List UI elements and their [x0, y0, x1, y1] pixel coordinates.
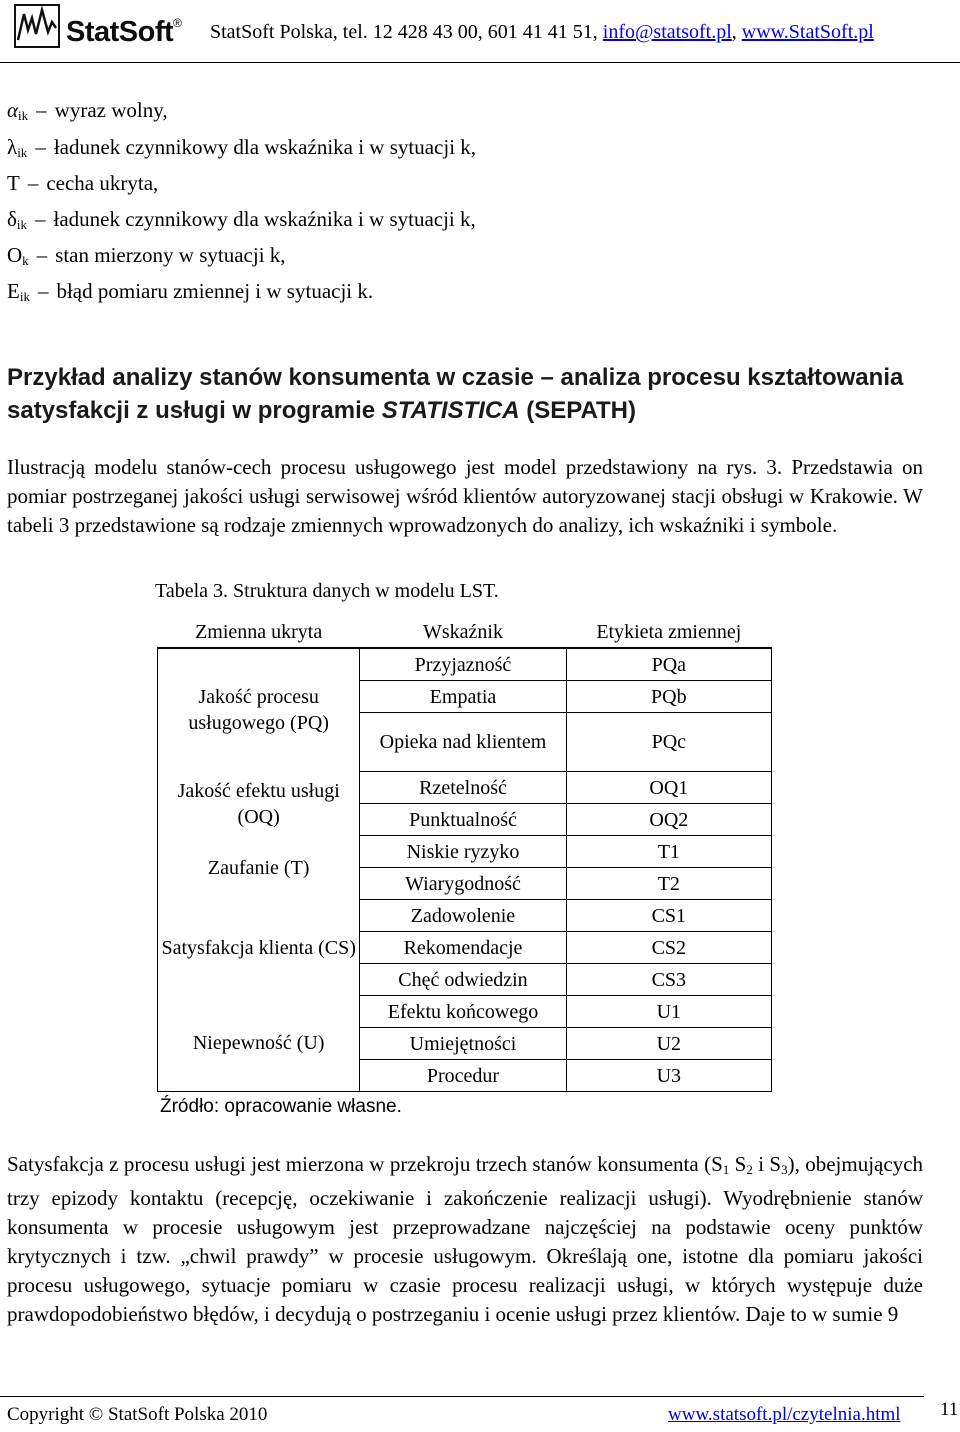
legend-line: $E_{ik}$ – błąd pomiaru zmiennej i w sytuacji k. — [7, 279, 374, 304]
table-caption: Tabela 3. Struktura danych w modelu LST. — [155, 580, 499, 602]
legend-line: $\delta_{ik}$ – ładunek czynnikowy dla wskaźnika i w sytuacji k, — [7, 207, 476, 232]
header-contact: StatSoft Polska, tel. 12 428 43 00, 601 41 41 51, info@statsoft.pl, www.StatSoft.pl — [210, 21, 874, 43]
indicator-cell: Przyjazność — [360, 648, 566, 681]
footer-link[interactable]: www.statsoft.pl/czytelnia.html — [668, 1404, 901, 1425]
indicator-cell: Umiejętności — [360, 1028, 566, 1060]
paragraph-satisfaction: Satysfakcja z procesu usługi jest mierzona w przekroju trzech stanów konsumenta ($S_1$ $S_2$ i $S_3$), obejmujących trzy epizody kontaktu (recepcję, oczekiwanie i zakończenie realizacji usługi). Wyodrębnienie stanów konsumenta w procesie usługowym jest przeprowadzane najczęściej na podstawie oceny punktów krytycznych i tzw. „chwil prawdy” w procesie usługowym. Określają one, istotne dla pomiaru jakości procesu usługowego, sytuacje pomiaru w czasie procesu realizacji usługi, w których występuje duże prawdopodobieństwo błędów, i decydują o postrzeganiu i ocenie usługi przez klientów. Daje to w sumie 9 — [7, 1152, 924, 1326]
data-structure-table — [157, 616, 772, 1092]
table-row — [158, 772, 772, 804]
indicator-cell: Efektu końcowego — [360, 996, 566, 1028]
label-cell: OQ1 — [566, 772, 771, 804]
label-cell: T1 — [566, 836, 771, 868]
section-heading: Przykład analizy stanów konsumenta w czasie – analiza procesu kształtowania satysfakcji z usługi w programie STATISTICA (SEPATH) — [7, 364, 904, 424]
legend-line: $\alpha_{ik}$ – wyraz wolny, — [7, 98, 168, 123]
latent-cell: Jakość efektu usługi (OQ) — [158, 772, 360, 836]
legend-line: $\lambda_{ik}$ – ładunek czynnikowy dla wskaźnika i w sytuacji k, — [7, 135, 477, 160]
indicator-cell: Empatia — [360, 681, 566, 713]
label-cell: OQ2 — [566, 804, 771, 836]
latent-cell: Jakość procesu usługowego (PQ) — [158, 648, 360, 772]
paragraph-intro: Ilustracją modelu stanów-cech procesu usługowego jest model przedstawiony na rys. 3. Przedstawia on pomiar postrzeganej jakości usługi serwisowej wśród klientów autoryzowanej stacji obsługi w Krakowie. W tabeli 3 przedstawione są rodzaje zmiennych wprowadzonych do analizy, ich wskaźniki i symbole. — [7, 455, 923, 537]
label-cell: U2 — [566, 1028, 771, 1060]
label-cell: CS1 — [566, 900, 771, 932]
statsoft-logo — [14, 4, 194, 54]
latent-cell: Satysfakcja klienta (CS) — [158, 900, 360, 996]
header-indicator: Wskaźnik — [360, 616, 566, 648]
table-row — [158, 900, 772, 932]
logo-chart-icon — [14, 4, 62, 50]
indicator-cell: Wiarygodność — [360, 868, 566, 900]
indicator-cell: Rekomendacje — [360, 932, 566, 964]
footer-copyright: Copyright © StatSoft Polska 2010 — [7, 1404, 268, 1425]
latent-cell: Niepewność (U) — [158, 996, 360, 1092]
indicator-cell: Chęć odwiedzin — [360, 964, 566, 996]
logo-wordmark: StatSoft® — [66, 16, 182, 48]
label-cell: CS3 — [566, 964, 771, 996]
label-cell: PQb — [566, 681, 771, 713]
footer-divider — [0, 1396, 924, 1397]
indicator-cell: Punktualność — [360, 804, 566, 836]
legend-line: T – cecha ukryta, — [7, 171, 159, 195]
indicator-cell: Opieka nad klientem — [360, 713, 566, 772]
indicator-cell: Niskie ryzyko — [360, 836, 566, 868]
table-row — [158, 996, 772, 1028]
table-row — [158, 836, 772, 868]
table-source: Źródło: opracowanie własne. — [160, 1096, 402, 1117]
legend-line: $O_k$ – stan mierzony w sytuacji k, — [7, 243, 286, 268]
label-cell: U1 — [566, 996, 771, 1028]
indicator-cell: Rzetelność — [360, 772, 566, 804]
indicator-cell: Zadowolenie — [360, 900, 566, 932]
label-cell: PQa — [566, 648, 771, 681]
header-latent: Zmienna ukryta — [158, 616, 360, 648]
label-cell: PQc — [566, 713, 771, 772]
table-header-row — [158, 616, 772, 648]
label-cell: U3 — [566, 1060, 771, 1092]
page-number: 11 — [940, 1399, 959, 1420]
header-divider — [0, 62, 960, 63]
header-website-link[interactable]: www.StatSoft.pl — [741, 21, 874, 43]
label-cell: CS2 — [566, 932, 771, 964]
label-cell: T2 — [566, 868, 771, 900]
header-label: Etykieta zmiennej — [566, 616, 771, 648]
table-row — [158, 648, 772, 681]
indicator-cell: Procedur — [360, 1060, 566, 1092]
latent-cell: Zaufanie (T) — [158, 836, 360, 900]
header-email-link[interactable]: info@statsoft.pl — [602, 21, 732, 43]
